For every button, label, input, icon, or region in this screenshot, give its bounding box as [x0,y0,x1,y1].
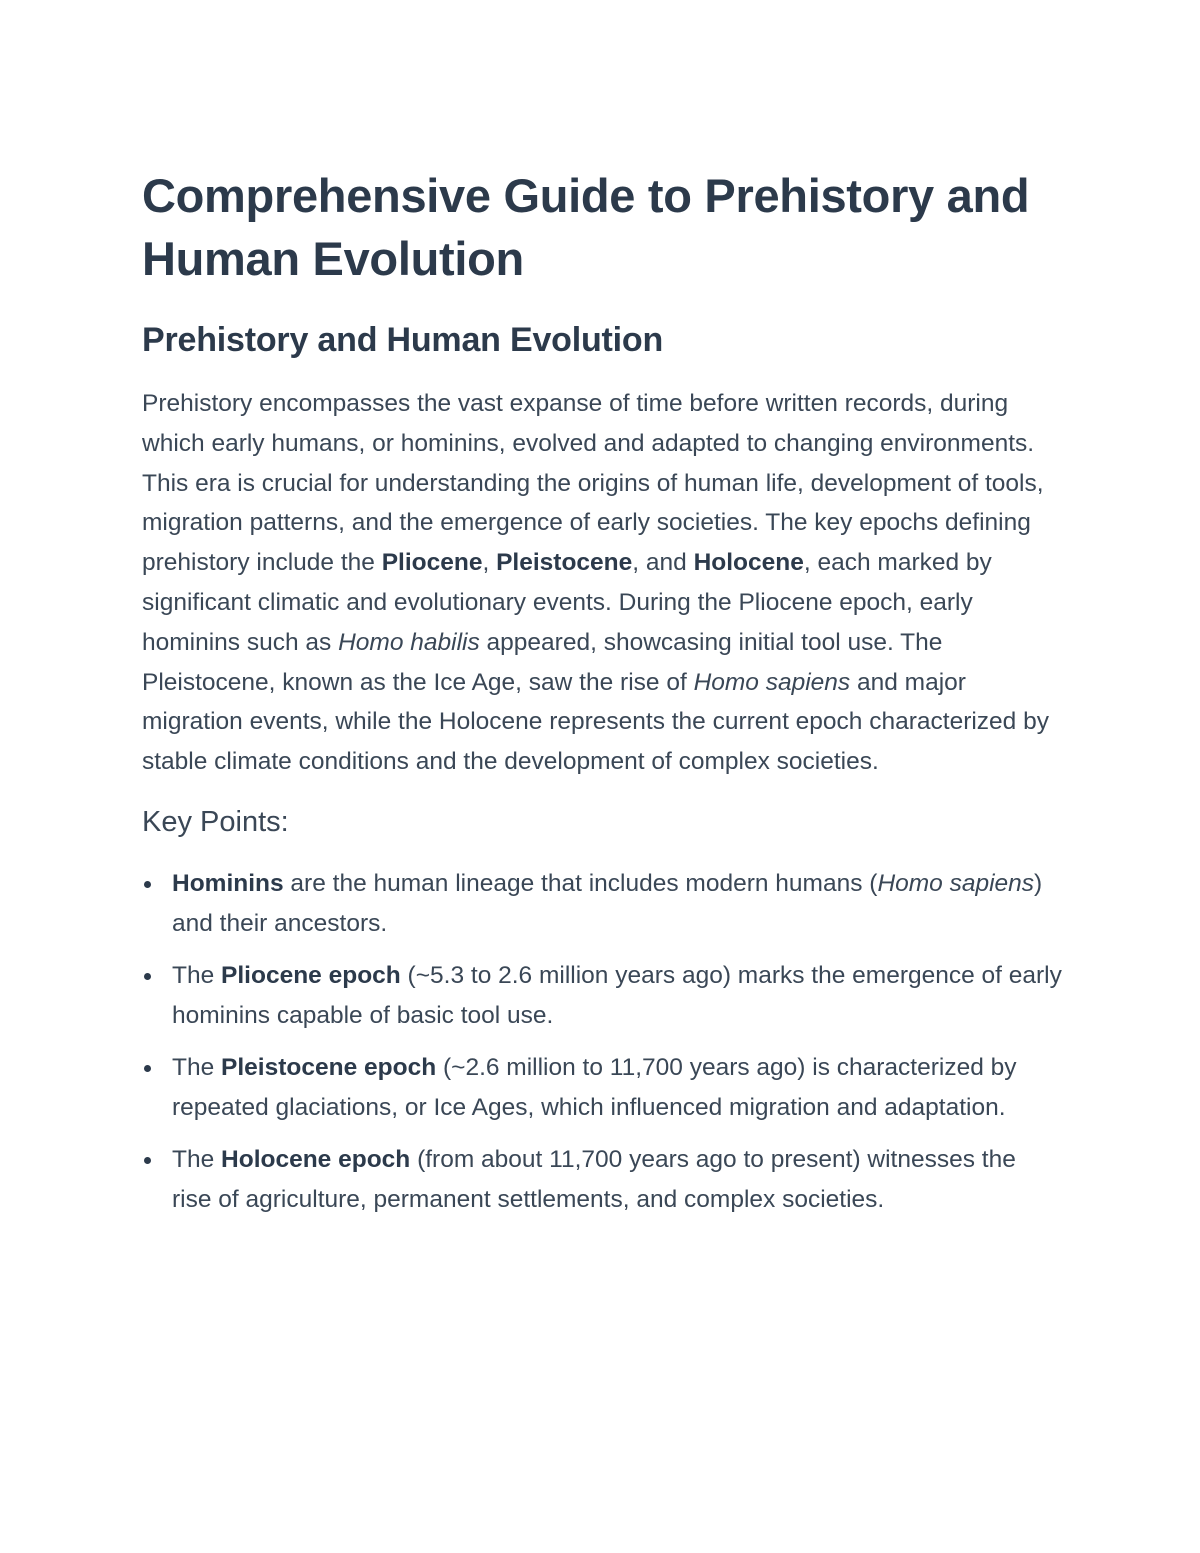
key-point-term: Hominins [172,869,284,897]
key-point-text: The [172,961,222,989]
key-point-text: (~5.3 to 2.6 million years ago) marks the emergence of early hominins capable of basic tool use. [172,961,1062,1029]
intro-text-6: and major migration events, while the Holocene represents the current epoch characterized by stable climate conditions and the development of complex societies. [142,668,1049,776]
key-point-term: Pliocene epoch [221,961,401,989]
key-point-pliocene [142,956,1062,1036]
key-point-hominins [142,864,1062,944]
term-holocene: Holocene [693,549,804,577]
key-point-text: (from about 11,700 years ago to present) witnesses the rise of agriculture, permanent settlements, and complex societies. [172,1145,1016,1213]
key-point-text: are the human lineage that includes modern humans ( [283,869,878,897]
key-point-term: Holocene epoch [221,1145,411,1173]
intro-paragraph [142,384,1062,782]
intro-text-4: , each marked by significant climatic and evolutionary events. During the Pliocene epoch, early hominins such as [142,549,992,656]
term-homo-habilis: Homo habilis [338,628,480,656]
term-pliocene: Pliocene [381,549,483,577]
key-point-text: ) and their ancestors. [172,869,1043,937]
key-point-term: Pleistocene epoch [221,1053,437,1081]
key-points-list [142,864,1062,1220]
term-homo-sapiens: Homo sapiens [693,668,851,696]
term-pleistocene: Pleistocene [496,549,633,577]
document-title: Comprehensive Guide to Prehistory and Human Evolution [142,169,1030,285]
intro-text-5: appeared, showcasing initial tool use. The Pleistocene, known as the Ice Age, saw the rise of [142,628,943,696]
document-page [142,164,1062,1232]
key-point-species: Homo sapiens [877,869,1035,897]
bullet-icon [144,973,151,980]
key-point-text: The [172,1145,222,1173]
key-point-text: The [172,1053,222,1081]
key-point-holocene [142,1140,1062,1220]
bullet-icon [144,1065,151,1072]
section-heading: Prehistory and Human Evolution [142,321,664,359]
key-points-heading: Key Points: [142,805,289,838]
bullet-icon [144,881,151,888]
key-point-pleistocene [142,1048,1062,1128]
intro-text-2: , [482,549,497,577]
intro-text-1: Prehistory encompasses the vast expanse of time before written records, during which early humans, or hominins, evolved and adapted to changing environments. This era is crucial for understanding the origins of human life, development of tools, migration patterns, and the emergence of early societies. The key epochs defining prehistory include the [142,390,1044,577]
intro-text-3: , and [632,549,694,577]
bullet-icon [144,1157,151,1164]
key-point-text: (~2.6 million to 11,700 years ago) is characterized by repeated glaciations, or Ice Ages, which influenced migration and adaptation. [172,1053,1017,1121]
